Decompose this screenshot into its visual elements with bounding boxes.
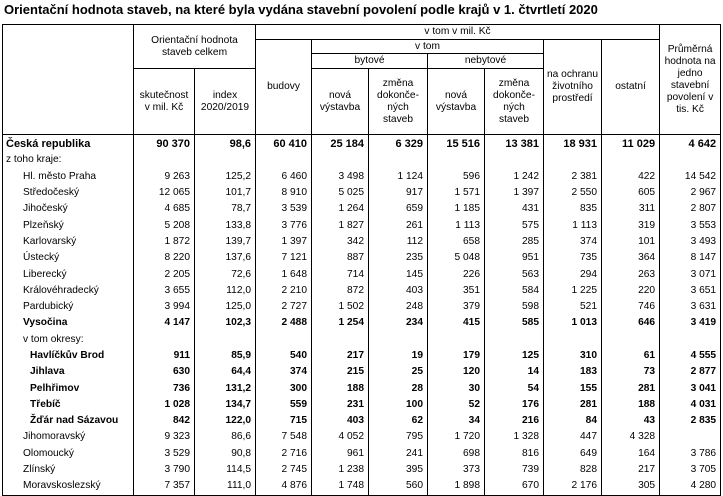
cell: 231: [312, 397, 369, 413]
header-of-which-group: v tom v mil. Kč: [256, 25, 660, 40]
cell: 235: [369, 250, 428, 266]
row-label: Jihočeský: [3, 201, 134, 217]
cell: 155: [544, 380, 602, 396]
cell: 15 516: [428, 135, 485, 153]
cell: [485, 332, 544, 348]
cell: 2 807: [660, 201, 721, 217]
table-row: [3, 283, 721, 299]
cell: 28: [369, 380, 428, 396]
cell: 18 931: [544, 135, 602, 153]
cell: [602, 152, 660, 168]
cell: 13 381: [485, 135, 544, 153]
cell: 7 548: [256, 429, 312, 445]
cell: 559: [256, 397, 312, 413]
cell: 5 048: [428, 250, 485, 266]
table-row: [3, 266, 721, 282]
cell: 4 876: [256, 478, 312, 495]
cell: 1 397: [485, 185, 544, 201]
row-label: Havlíčkův Brod: [3, 348, 134, 364]
cell: 911: [134, 348, 195, 364]
cell: 4 685: [134, 201, 195, 217]
cell: 828: [544, 462, 602, 478]
row-label: Karlovarský: [3, 234, 134, 250]
cell: 3 419: [660, 315, 721, 331]
cell: 8 910: [256, 185, 312, 201]
cell: 281: [544, 397, 602, 413]
table-row: [3, 201, 721, 217]
cell: 739: [485, 462, 544, 478]
data-table: [2, 24, 721, 496]
cell: 917: [369, 185, 428, 201]
cell: 521: [544, 299, 602, 315]
cell: [660, 152, 721, 168]
cell: 374: [256, 364, 312, 380]
cell: 241: [369, 446, 428, 462]
cell: 585: [485, 315, 544, 331]
cell: 403: [369, 283, 428, 299]
cell: 1 397: [256, 234, 312, 250]
cell: 1 898: [428, 478, 485, 495]
cell: [660, 429, 721, 445]
cell: 1 124: [369, 169, 428, 185]
cell: 746: [602, 299, 660, 315]
header-res-change: změna dokonče-ných staveb: [369, 69, 428, 135]
cell: 248: [369, 299, 428, 315]
cell: 842: [134, 413, 195, 429]
cell: 3 994: [134, 299, 195, 315]
table-row: [3, 397, 721, 413]
cell: 2 877: [660, 364, 721, 380]
cell: 6 460: [256, 169, 312, 185]
cell: 188: [312, 380, 369, 396]
table-row: [3, 446, 721, 462]
cell: [428, 332, 485, 348]
cell: 4 031: [660, 397, 721, 413]
cell: 176: [485, 397, 544, 413]
cell: 3 631: [660, 299, 721, 315]
cell: 735: [544, 250, 602, 266]
cell: 73: [602, 364, 660, 380]
cell: 1 185: [428, 201, 485, 217]
cell: 234: [369, 315, 428, 331]
cell: 872: [312, 283, 369, 299]
cell: 560: [369, 478, 428, 495]
cell: 646: [602, 315, 660, 331]
cell: 125,2: [195, 169, 256, 185]
cell: 3 553: [660, 217, 721, 233]
cell: [428, 152, 485, 168]
cell: 1 238: [312, 462, 369, 478]
cell: 540: [256, 348, 312, 364]
cell: 670: [485, 478, 544, 495]
cell: 217: [602, 462, 660, 478]
row-label: Olomoucký: [3, 446, 134, 462]
cell: 3 493: [660, 234, 721, 250]
cell: 310: [544, 348, 602, 364]
cell: 125: [485, 348, 544, 364]
cell: 1 113: [544, 217, 602, 233]
cell: 1 571: [428, 185, 485, 201]
cell: 1 328: [485, 429, 544, 445]
header-index: index 2020/2019: [195, 69, 256, 135]
cell: 9 323: [134, 429, 195, 445]
cell: [312, 152, 369, 168]
table-row: [3, 135, 721, 153]
cell: 3 041: [660, 380, 721, 396]
cell: 217: [312, 348, 369, 364]
cell: 395: [369, 462, 428, 478]
cell: 3 071: [660, 266, 721, 282]
cell: 342: [312, 234, 369, 250]
cell: 78,7: [195, 201, 256, 217]
cell: 887: [312, 250, 369, 266]
header-other: ostatní: [602, 40, 660, 135]
cell: 649: [544, 446, 602, 462]
cell: 226: [428, 266, 485, 282]
table-row: [3, 364, 721, 380]
cell: 3 786: [660, 446, 721, 462]
cell: 90 370: [134, 135, 195, 153]
cell: 4 147: [134, 315, 195, 331]
cell: 1 242: [485, 169, 544, 185]
cell: [312, 332, 369, 348]
cell: 3 655: [134, 283, 195, 299]
cell: 2 727: [256, 299, 312, 315]
cell: 596: [428, 169, 485, 185]
table-row: [3, 478, 721, 495]
cell: 835: [544, 201, 602, 217]
cell: 1 827: [312, 217, 369, 233]
cell: 114,5: [195, 462, 256, 478]
table-row: [3, 332, 721, 348]
table-title: Orientační hodnota staveb, na které byla vydána stavební povolení podle krajů v 1. čtvrtletí 2020: [4, 2, 598, 17]
cell: 139,7: [195, 234, 256, 250]
cell: 305: [602, 478, 660, 495]
header-env: na ochranu životního prostředí: [544, 40, 602, 135]
cell: 3 790: [134, 462, 195, 478]
table-row: [3, 217, 721, 233]
cell: 125,0: [195, 299, 256, 315]
cell: 54: [485, 380, 544, 396]
cell: [602, 332, 660, 348]
row-label: Hl. město Praha: [3, 169, 134, 185]
cell: 85,9: [195, 348, 256, 364]
cell: 3 705: [660, 462, 721, 478]
table-body: [3, 135, 721, 496]
cell: 658: [428, 234, 485, 250]
header-nonres-change: změna dokonče-ných staveb: [485, 69, 544, 135]
cell: 422: [602, 169, 660, 185]
table-row: [3, 380, 721, 396]
cell: 795: [369, 429, 428, 445]
cell: 3 776: [256, 217, 312, 233]
cell: 215: [312, 364, 369, 380]
cell: 52: [428, 397, 485, 413]
cell: 263: [602, 266, 660, 282]
cell: 6 329: [369, 135, 428, 153]
cell: 300: [256, 380, 312, 396]
cell: 7 121: [256, 250, 312, 266]
cell: [256, 152, 312, 168]
cell: 351: [428, 283, 485, 299]
row-label: Třebíč: [3, 397, 134, 413]
cell: 605: [602, 185, 660, 201]
table-row: [3, 315, 721, 331]
cell: 961: [312, 446, 369, 462]
cell: 220: [602, 283, 660, 299]
cell: [256, 332, 312, 348]
cell: 1 028: [134, 397, 195, 413]
cell: 575: [485, 217, 544, 233]
cell: 179: [428, 348, 485, 364]
cell: 715: [256, 413, 312, 429]
cell: 2 716: [256, 446, 312, 462]
cell: 2 488: [256, 315, 312, 331]
cell: 2 205: [134, 266, 195, 282]
cell: 137,6: [195, 250, 256, 266]
table-row: [3, 169, 721, 185]
row-label: Ústecký: [3, 250, 134, 266]
cell: [195, 332, 256, 348]
cell: 19: [369, 348, 428, 364]
cell: 101: [602, 234, 660, 250]
table-row: [3, 152, 721, 168]
cell: 285: [485, 234, 544, 250]
cell: 1 872: [134, 234, 195, 250]
cell: 3 651: [660, 283, 721, 299]
header-average: Průměrná hodnota na jedno stavební povolení v tis. Kč: [660, 25, 721, 135]
cell: 431: [485, 201, 544, 217]
cell: 736: [134, 380, 195, 396]
table-row: [3, 250, 721, 266]
cell: 98,6: [195, 135, 256, 153]
cell: 25: [369, 364, 428, 380]
cell: [369, 152, 428, 168]
cell: 8 220: [134, 250, 195, 266]
cell: 134,7: [195, 397, 256, 413]
row-label: Česká republika: [3, 135, 134, 153]
cell: 311: [602, 201, 660, 217]
cell: 5 208: [134, 217, 195, 233]
table-header: [3, 25, 721, 135]
cell: 112: [369, 234, 428, 250]
cell: 11 029: [602, 135, 660, 153]
cell: 131,2: [195, 380, 256, 396]
cell: 90,8: [195, 446, 256, 462]
row-label: Žďár nad Sázavou: [3, 413, 134, 429]
table-row: [3, 413, 721, 429]
row-label: Pardubický: [3, 299, 134, 315]
header-nonres-new: nová výstavba: [428, 69, 485, 135]
cell: 1 648: [256, 266, 312, 282]
row-label: v tom okresy:: [3, 332, 134, 348]
cell: 1 225: [544, 283, 602, 299]
cell: 584: [485, 283, 544, 299]
header-actual: skutečnost v mil. Kč: [134, 69, 195, 135]
cell: [134, 332, 195, 348]
cell: 3 539: [256, 201, 312, 217]
row-label: Jihlava: [3, 364, 134, 380]
cell: 183: [544, 364, 602, 380]
row-label: Královéhradecký: [3, 283, 134, 299]
cell: 403: [312, 413, 369, 429]
cell: 1 254: [312, 315, 369, 331]
cell: 2 381: [544, 169, 602, 185]
cell: 2 550: [544, 185, 602, 201]
table-row: [3, 299, 721, 315]
cell: 373: [428, 462, 485, 478]
cell: 112,0: [195, 283, 256, 299]
cell: 598: [485, 299, 544, 315]
header-residential: bytové: [312, 54, 428, 69]
cell: 2 176: [544, 478, 602, 495]
header-res-new: nová výstavba: [312, 69, 369, 135]
cell: 1 502: [312, 299, 369, 315]
cell: 120: [428, 364, 485, 380]
cell: [369, 332, 428, 348]
row-label: Vysočina: [3, 315, 134, 331]
cell: 12 065: [134, 185, 195, 201]
cell: 1 748: [312, 478, 369, 495]
cell: [544, 332, 602, 348]
table-row: [3, 234, 721, 250]
cell: [134, 152, 195, 168]
header-buildings: budovy: [256, 40, 312, 135]
header-nonresidential: nebytové: [428, 54, 544, 69]
cell: 659: [369, 201, 428, 217]
cell: 14 542: [660, 169, 721, 185]
cell: 415: [428, 315, 485, 331]
cell: 84: [544, 413, 602, 429]
cell: 100: [369, 397, 428, 413]
table-row: [3, 462, 721, 478]
cell: 64,4: [195, 364, 256, 380]
cell: 816: [485, 446, 544, 462]
row-label: Plzeňský: [3, 217, 134, 233]
table-row: [3, 429, 721, 445]
cell: 563: [485, 266, 544, 282]
cell: 319: [602, 217, 660, 233]
cell: 2 745: [256, 462, 312, 478]
row-label: Středočeský: [3, 185, 134, 201]
cell: 72,6: [195, 266, 256, 282]
cell: 1 264: [312, 201, 369, 217]
cell: 30: [428, 380, 485, 396]
row-label: Pelhřimov: [3, 380, 134, 396]
cell: 216: [485, 413, 544, 429]
cell: 630: [134, 364, 195, 380]
cell: 261: [369, 217, 428, 233]
cell: 145: [369, 266, 428, 282]
table-row: [3, 348, 721, 364]
row-label: Jihomoravský: [3, 429, 134, 445]
cell: 122,0: [195, 413, 256, 429]
cell: 101,7: [195, 185, 256, 201]
cell: 364: [602, 250, 660, 266]
cell: 86,6: [195, 429, 256, 445]
cell: 164: [602, 446, 660, 462]
cell: 698: [428, 446, 485, 462]
cell: 4 280: [660, 478, 721, 495]
cell: 951: [485, 250, 544, 266]
cell: 43: [602, 413, 660, 429]
header-sub-group: v tom: [312, 40, 544, 54]
cell: 714: [312, 266, 369, 282]
cell: [195, 152, 256, 168]
cell: 34: [428, 413, 485, 429]
cell: 281: [602, 380, 660, 396]
row-label: z toho kraje:: [3, 152, 134, 168]
cell: 1 113: [428, 217, 485, 233]
cell: 60 410: [256, 135, 312, 153]
cell: 1 013: [544, 315, 602, 331]
cell: 447: [544, 429, 602, 445]
cell: 3 529: [134, 446, 195, 462]
cell: 2 967: [660, 185, 721, 201]
cell: 3 498: [312, 169, 369, 185]
cell: 2 210: [256, 283, 312, 299]
cell: 5 025: [312, 185, 369, 201]
cell: 4 052: [312, 429, 369, 445]
cell: [544, 152, 602, 168]
header-total-group: Orientační hodnota staveb celkem: [134, 25, 256, 69]
cell: 4 642: [660, 135, 721, 153]
cell: 133,8: [195, 217, 256, 233]
header-corner: [3, 25, 134, 135]
cell: 62: [369, 413, 428, 429]
cell: 14: [485, 364, 544, 380]
cell: 374: [544, 234, 602, 250]
cell: 61: [602, 348, 660, 364]
cell: [485, 152, 544, 168]
cell: 25 184: [312, 135, 369, 153]
cell: 9 263: [134, 169, 195, 185]
cell: 4 328: [602, 429, 660, 445]
cell: 188: [602, 397, 660, 413]
cell: 2 835: [660, 413, 721, 429]
cell: 7 357: [134, 478, 195, 495]
cell: 8 147: [660, 250, 721, 266]
row-label: Liberecký: [3, 266, 134, 282]
cell: 4 555: [660, 348, 721, 364]
row-label: Zlínský: [3, 462, 134, 478]
table-row: [3, 185, 721, 201]
cell: [660, 332, 721, 348]
cell: 102,3: [195, 315, 256, 331]
cell: 1 720: [428, 429, 485, 445]
cell: 379: [428, 299, 485, 315]
row-label: Moravskoslezský: [3, 478, 134, 495]
cell: 111,0: [195, 478, 256, 495]
cell: 294: [544, 266, 602, 282]
